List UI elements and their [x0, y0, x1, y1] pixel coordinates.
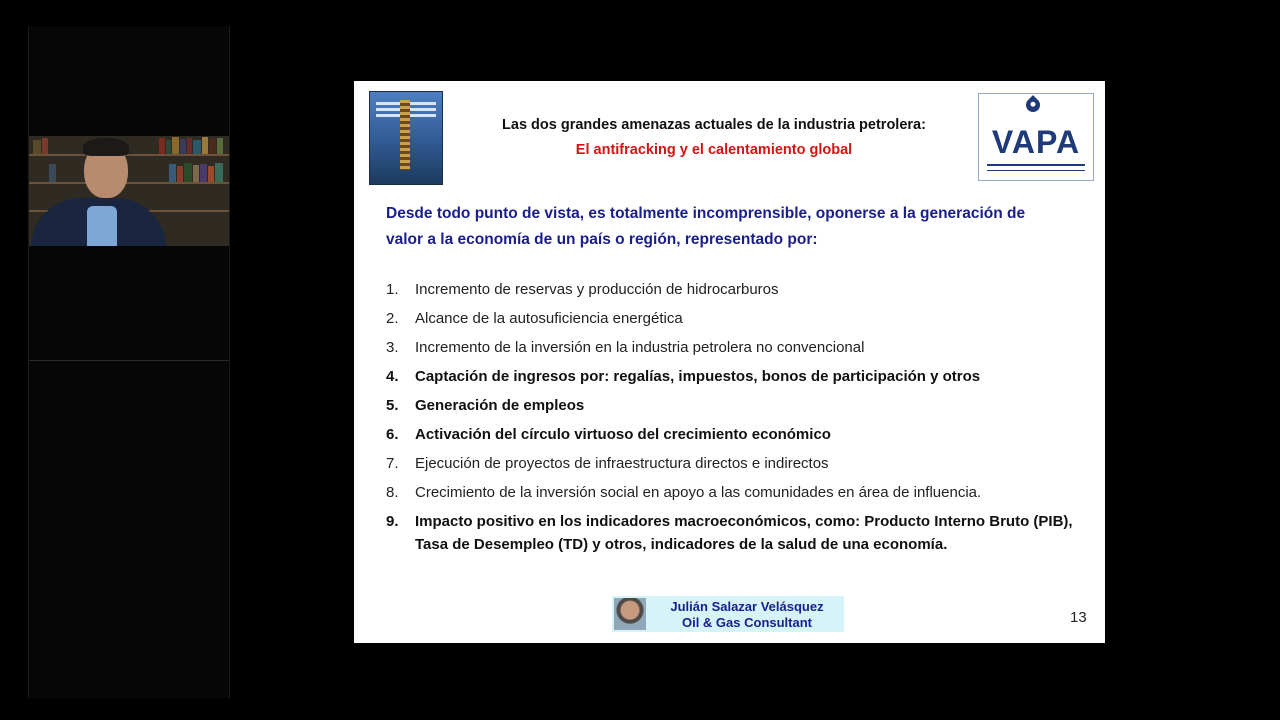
list-item: 1. Incremento de reservas y producción de hidrocarburos	[386, 281, 779, 298]
logo-text: VAPA	[991, 124, 1081, 160]
slide-page-number: 13	[1070, 609, 1087, 626]
participants-panel	[28, 26, 230, 698]
list-item: 4. Captación de ingresos por: regalías, impuestos, bonos de participación y otros	[386, 368, 981, 385]
benefits-list	[386, 275, 1086, 556]
slide-title: Las dos grandes amenazas actuales de la industria petrolera:	[502, 117, 926, 133]
author-role: Oil & Gas Consultant	[681, 615, 812, 630]
participant-video-tile[interactable]	[29, 136, 229, 246]
list-item: 7. Ejecución de proyectos de infraestructura directos e indirectos	[386, 455, 829, 472]
list-item: 9. Impacto positivo en los indicadores macroeconómicos, como: Producto Interno Bruto (PIB), Tasa de Desempleo (TD) y otros, indicadores de la salud de una economía.	[386, 513, 1073, 553]
list-item: 3. Incremento de la inversión en la industria petrolera no convencional	[386, 339, 865, 356]
intro-paragraph: Desde todo punto de vista, es totalmente incomprensible, oponerse a la generación de valor a la economía de un país o región, representado por:	[386, 205, 1026, 248]
slide-subtitle: El antifracking y el calentamiento global	[575, 142, 853, 158]
list-item: 6. Activación del círculo virtuoso del crecimiento económico	[386, 426, 831, 443]
vapa-logo	[978, 93, 1094, 181]
list-item: 8. Crecimiento de la inversión social en apoyo a las comunidades en área de influencia.	[386, 484, 982, 501]
book-cover-image	[369, 91, 443, 185]
list-item: 5. Generación de empleos	[386, 397, 585, 414]
participant-hair	[83, 138, 129, 156]
author-name: Julián Salazar Velásquez	[670, 599, 824, 614]
list-item: 2. Alcance de la autosuficiencia energética	[386, 310, 683, 327]
participant-shirt	[87, 206, 117, 246]
presentation-slide	[354, 81, 1105, 643]
author-photo	[614, 598, 646, 630]
oil-drop-icon	[1023, 95, 1043, 115]
author-footer	[612, 596, 844, 632]
